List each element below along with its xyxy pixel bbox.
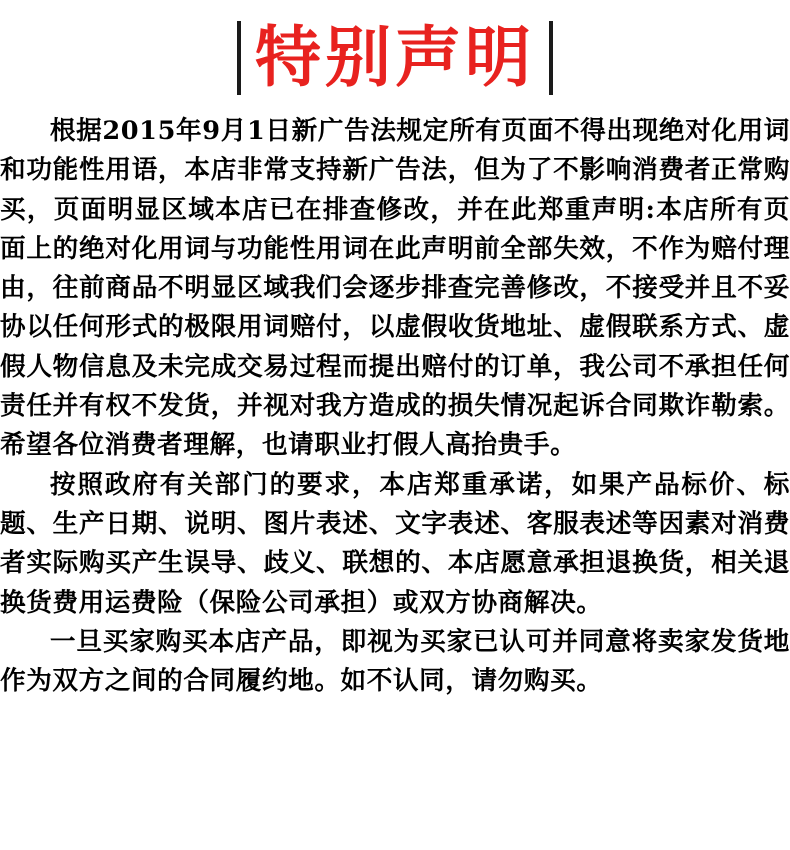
title-block <box>0 12 790 104</box>
page-title: 特别声明 <box>255 19 535 96</box>
statement-paragraph-1: 根据2015年9月1日新广告法规定所有页面不得出现绝对化用词和功能性用语，本店非常支持新广告法，但为了不影响消费者正常购买，页面明显区域本店已在排查修改，并在此郑重声明:本店所有页面上的绝对化用词与功能性用词在此声明前全部失效，不作为赔付理由，往前商品不明显区域我们会逐步排查完善修改，不接受并且不妥协以任何形式的极限用词赔付，以虚假收货地址、虚假联系方式、虚假人物信息及未完成交易过程而提出赔付的订单，我公司不承担任何责任并有权不发货，并视对我方造成的损失情况起诉合同欺诈勒索。希望各位消费者理解，也请职业打假人高抬贵手。 <box>0 116 790 461</box>
statement-paragraph-2: 按照政府有关部门的要求，本店郑重承诺，如果产品标价、标题、生产日期、说明、图片表述、文字表述、客服表述等因素对消费者实际购买产生误导、歧义、联想的、本店愿意承担退换货，相关退换货费用运费险（保险公司承担）或双方协商解决。 <box>0 469 790 618</box>
title-right-bar <box>549 21 553 95</box>
statement-paragraph-3: 一旦买家购买本店产品，即视为买家已认可并同意将卖家发货地作为双方之间的合同履约地。如不认同，请勿购买。 <box>0 626 790 697</box>
title-left-bar <box>237 21 241 95</box>
statement-body <box>0 112 790 701</box>
